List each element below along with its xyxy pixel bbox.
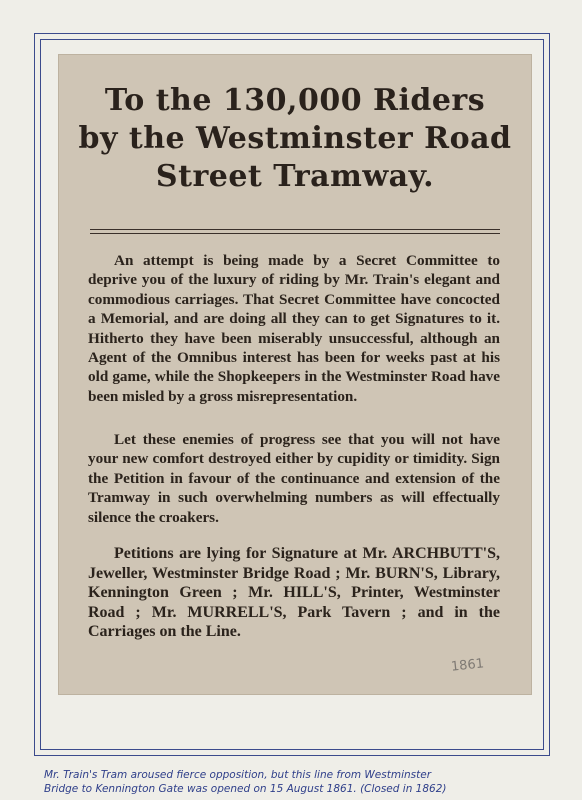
paragraph-2: Let these enemies of progress see that you will not have your new comfort destroyed either by cupidity or timidity. Sign the Petition in favour of the continuance and extension of the Tramway in such overwhelming numbers as will effectually silence the croakers. [88, 431, 500, 526]
title-line-2: by the Westminster Road [78, 121, 512, 156]
caption-line-1: Mr. Train's Tram aroused fierce opposition, but this line from Westminster [44, 769, 432, 781]
caption-line-2: Bridge to Kennington Gate was opened on 15 August 1861. (Closed in 1862) [44, 783, 447, 795]
pencil-date-note: 1861 [450, 656, 485, 675]
poster-title [68, 82, 522, 196]
title-line-1: To the 130,000 Riders [104, 83, 486, 118]
title-line-3: Street Tramway. [155, 159, 435, 194]
paragraph-3: Petitions are lying for Signature at Mr. ARCHBUTT'S, Jeweller, Westminster Bridge Road ; Mr. BURN'S, Library, Kennington Green ; Mr. HILL'S, Printer, Westminster Road ; Mr. MURRELL'S, Park Tavern ; and in the Carriages on the Line. [88, 545, 500, 641]
handwritten-caption [44, 768, 564, 796]
paragraph-1: An attempt is being made by a Secret Committee to deprive you of the luxury of riding by Mr. Train's elegant and commodious carriages. That Secret Committee have concocted a Memorial, and are doing all they can to get Signatures to it. Hitherto they have been miserably unsuccessful, although an Agent of the Omnibus interest has been for weeks past at his old game, while the Shopkeepers in the Westminster Road have been misled by a gross misrepresentation. [88, 252, 500, 405]
poster-sheet [58, 54, 532, 695]
title-divider [90, 229, 500, 234]
